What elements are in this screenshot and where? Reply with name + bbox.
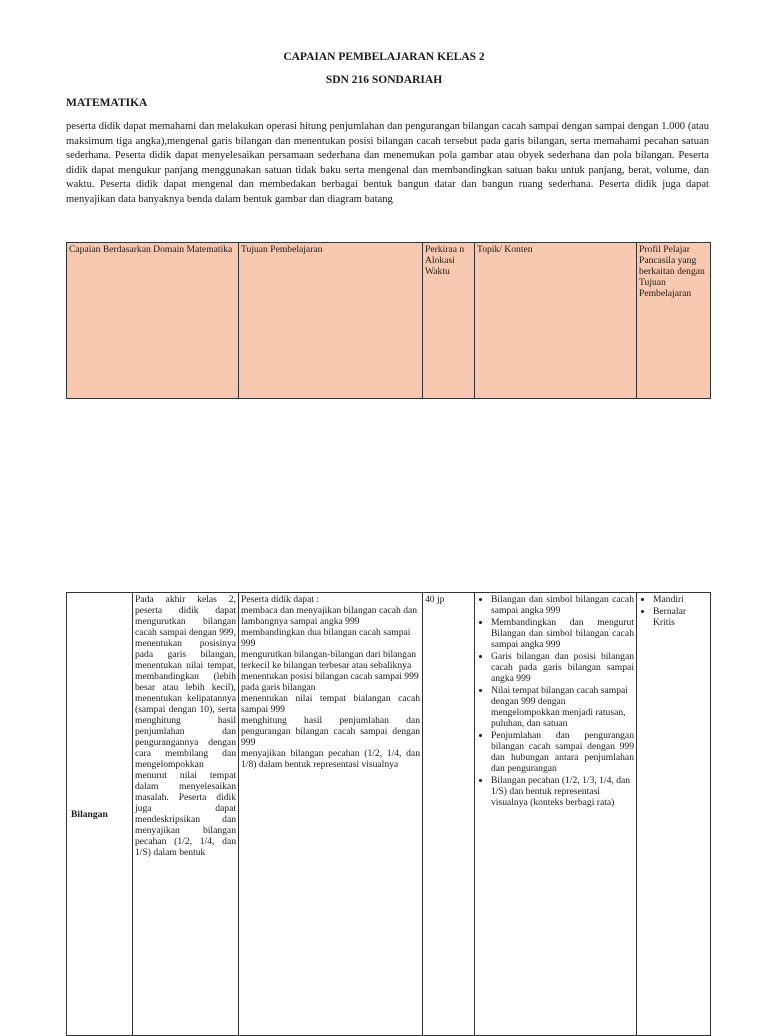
header-table (66, 242, 711, 399)
capaian-cell: Pada akhir kelas 2, peserta didik dapat mengurutkan bilangan cacah sampai dengan 999, menentukan posisinya pada garis bilangan, menentukan nilai tempat, membandingkan (lebih besar atau lebih kecil), menentukan kelipatannya (sampai dengan 10), serta menghitung hasil penjumlahan dan pengurangannya dengan cara membilang dan mengelompokkan menurut nilai tempat dalam menyelesaikan masalah. Peserta didik juga dapat mendeskripsikan dan menyajikan bilangan pecahan (1/2, 1/4, dan 1/S) dalam bentuk (133, 593, 239, 1036)
topik-cell (475, 593, 637, 1036)
domain-cell: Bilangan (67, 593, 133, 1036)
tujuan-line: Peserta didik dapat : (241, 594, 320, 605)
tujuan-line: menyajikan bilangan pecahan (1/2, 1/4, dan 1/8) dalam bentuk representasi visualnya (241, 748, 420, 770)
profil-list (639, 594, 708, 628)
profil-item: • Mandiri (653, 594, 708, 605)
header-capaian: Capaian Berdasarkan Domain Matematika (67, 243, 239, 399)
header-tujuan: Tujuan Pembelajaran (239, 243, 423, 399)
topik-item: • Nilai tempat bilangan cacah sampai dengan 999 dengan mengelompokkan menjadi ratusan, puluhan, dan satuan (491, 685, 634, 729)
document-title: CAPAIAN PEMBELAJARAN KELAS 2 (283, 51, 485, 63)
tujuan-line: mengurutkan bilangan-bilangan dari bilangan terkecil ke bilangan terbesar atau sebaliknya (241, 649, 417, 671)
topik-item: • Penjumlahan dan pengurangan bilangan cacah sampai dengan 999 dan hubungan antara penjumlahan dan pengurangan (491, 730, 634, 774)
content-table (66, 592, 711, 1036)
tujuan-cell (239, 593, 423, 1036)
intro-paragraph: peserta didik dapat memahami dan melakukan operasi hitung penjumlahan dan pengurangan bilangan cacah sampai dengan sampai dengan 1.000 (atau maksimum tiga angka),mengenal garis bilangan dan menentukan posisi bilangan cacah tersebut pada garis bilangan, serta memahami pecahan satuan sederhana. Peserta didik dapat menyelesaikan persamaan sederhana dan menemukan pola gambar atau obyek sederhana dan pola bilangan. Peserta didik dapat mengukur panjang menggunakan satuan tidak baku serta mengenal dan membandingkan satuan baku untuk panjang, berat, volume, dan waktu. Peserta didik dapat mengenal dan membedakan berbagai bentuk bangun datar dan bangun ruang sederhana. Peserta didik juga dapat menyajikan data banyaknya benda dalam bentuk gambar dan diagram batang (66, 121, 709, 205)
tujuan-line: menghitung hasil penjumlahan dan pengurangan bilangan cacah sampai dengan 999 (241, 715, 420, 748)
topik-item: • Membandingkan dan mengurut Bilangan dan simbol bilangan cacah sampai angka 999 (491, 617, 634, 650)
topik-list (477, 594, 634, 808)
tujuan-line: membandingkan dua bilangan cacah sampai 999 (241, 627, 411, 649)
tujuan-line: membaca dan menyajikan bilangan cacah dan lambangnya sampai angka 999 (241, 605, 418, 627)
tujuan-line: menentukan nilai tempat bialangan cacah sampai 999 (241, 693, 420, 715)
school-name: SDN 216 SONDARIAH (325, 74, 443, 86)
profil-cell (637, 593, 711, 1036)
profil-item: • Bernalar Kritis (653, 606, 708, 628)
header-alokasi: Perkiraa n Alokasi Waktu (423, 243, 475, 399)
alokasi-cell: 40 jp (423, 593, 475, 1036)
topik-item: • Garis bilangan dan posisi bilangan cacah pada garis bilangan sampai angka 999 (491, 651, 634, 684)
tujuan-line: menentukan posisi bilangan cacah sampai 999 pada garis bilangan (241, 671, 419, 693)
topik-item: • Bilangan dan simbol bilangan cacah sampai angka 999 (491, 594, 634, 616)
topik-item: • Bilangan pecahan (1/2, 1/3, 1/4, dan 1/S) dan bentuk representasi visualnya (konteks berbagi rata) (491, 775, 634, 808)
header-topik: Topik/ Konten (475, 243, 637, 399)
header-profil: Profil Pelajar Pancasila yang berkaitan dengan Tujuan Pembelajaran (637, 243, 711, 399)
subject-heading: MATEMATIKA (66, 97, 148, 109)
